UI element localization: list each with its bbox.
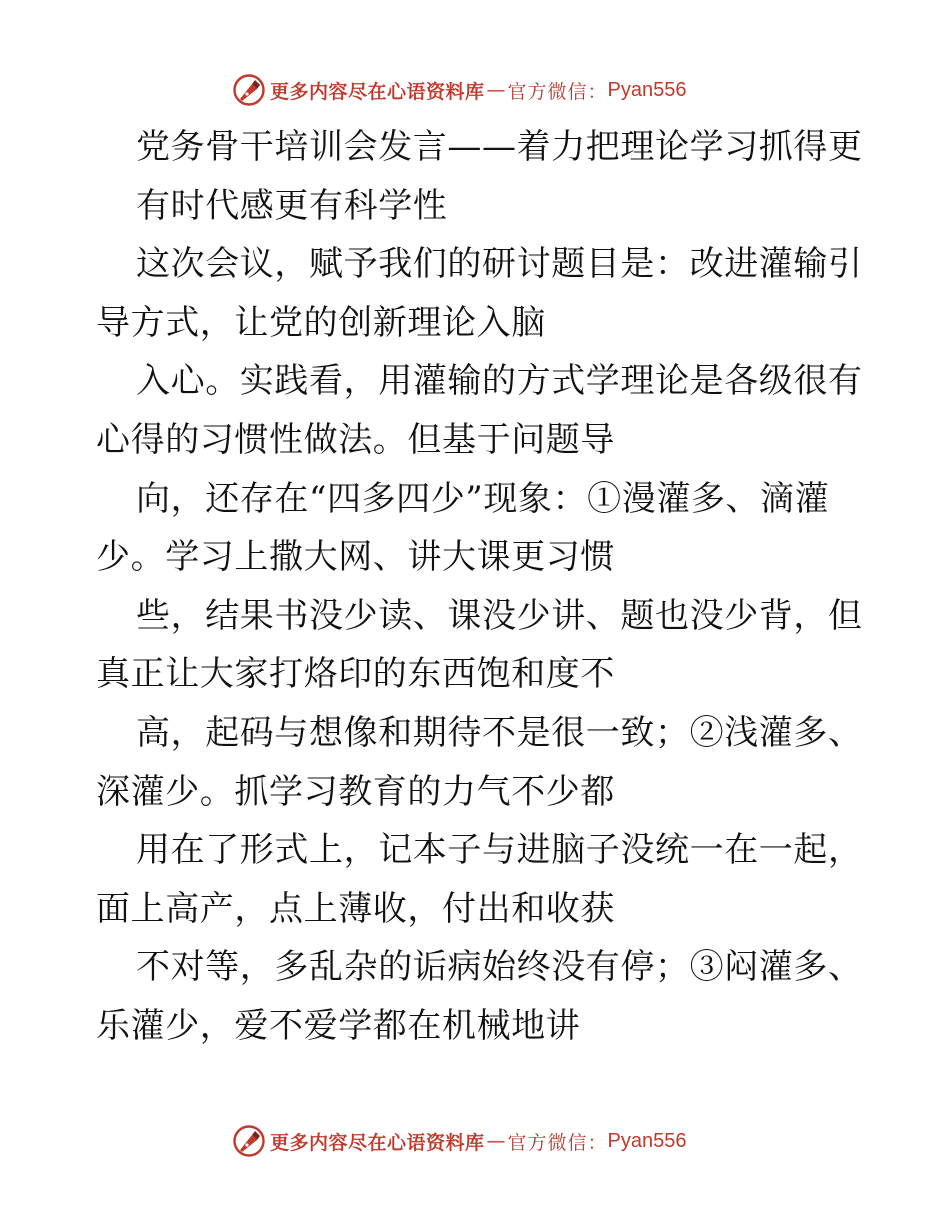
paragraph-line: 些，结果书没少读、课没少讲、题也没少背，但 bbox=[136, 595, 863, 636]
banner-separator: — bbox=[486, 1130, 506, 1152]
paragraph-line: 这次会议，赋予我们的研讨题目是：改进灌输引 bbox=[136, 244, 863, 285]
paragraph-line: 导方式，让党的创新理论入脑 bbox=[96, 302, 546, 343]
paragraph-line: 真正让大家打烙印的东西饱和度不 bbox=[96, 654, 615, 695]
title-line-2: 有时代感更有科学性 bbox=[136, 185, 448, 226]
paragraph-line: 面上高产，点上薄收，付出和收获 bbox=[96, 888, 615, 929]
wechat-id: Pyan556 bbox=[607, 1129, 687, 1152]
document-body bbox=[96, 118, 866, 1056]
site-name-text: 更多内容尽在心语资料库 bbox=[270, 80, 485, 103]
pen-nib-logo-icon bbox=[232, 73, 266, 107]
paragraph-line: 心得的习惯性做法。但基于问题导 bbox=[96, 419, 615, 460]
footer-banner bbox=[232, 1122, 687, 1160]
wechat-label: 官方微信： bbox=[507, 1131, 608, 1154]
site-name-text: 更多内容尽在心语资料库 bbox=[270, 1131, 485, 1154]
paragraph-line: 少。学习上撒大网、讲大课更习惯 bbox=[96, 537, 615, 578]
paragraph-line: 高，起码与想像和期待不是很一致；②浅灌多、 bbox=[136, 712, 863, 753]
paragraph-line: 向，还存在“四多四少”现象：①漫灌多、滴灌 bbox=[136, 478, 830, 519]
wechat-id: Pyan556 bbox=[607, 78, 687, 101]
paragraph-line: 用在了形式上，记本子与进脑子没统一在一起， bbox=[136, 830, 863, 871]
wechat-label: 官方微信： bbox=[507, 80, 608, 103]
pen-nib-logo-icon bbox=[232, 1124, 266, 1158]
title-line-1: 党务骨干培训会发言——着力把理论学习抓得更 bbox=[136, 127, 863, 167]
paragraph-line: 乐灌少，爱不爱学都在机械地讲 bbox=[96, 1005, 581, 1046]
paragraph-line: 不对等，多乱杂的诟病始终没有停；③闷灌多、 bbox=[136, 947, 863, 988]
paragraph-line: 深灌少。抓学习教育的力气不少都 bbox=[96, 771, 615, 812]
paragraph-line: 入心。实践看，用灌输的方式学理论是各级很有 bbox=[136, 361, 863, 402]
banner-separator: — bbox=[486, 79, 506, 101]
header-banner bbox=[232, 71, 687, 109]
